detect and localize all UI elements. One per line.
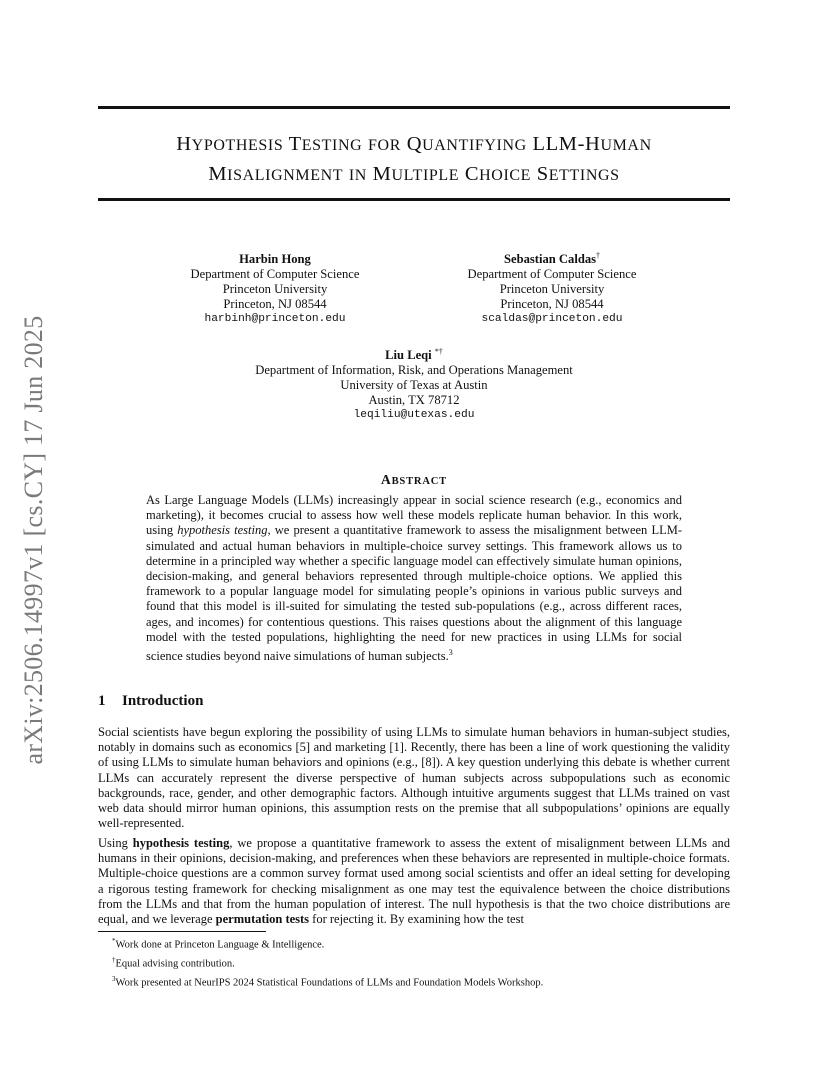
author-affiliation: Department of Information, Risk, and Operations Management [255, 363, 573, 378]
paper-title [98, 130, 730, 190]
author-affiliation: University of Texas at Austin [340, 378, 488, 393]
section-title: Introduction [122, 693, 204, 709]
author-affiliation: Princeton University [222, 282, 328, 297]
abstract-footnote-mark: 3 [448, 648, 453, 658]
author-email: scaldas@princeton.edu [481, 313, 623, 326]
author-affiliation: Princeton, NJ 08544 [500, 297, 604, 312]
arxiv-stamp [12, 300, 56, 780]
author-name: Liu Leqi *† [385, 347, 443, 363]
author-block-1 [170, 248, 380, 327]
abstract-emphasis: hypothesis testing [177, 523, 268, 538]
author-affiliation: Princeton, NJ 08544 [223, 297, 327, 312]
bold-term: permutation tests [215, 912, 310, 927]
author-affiliation: Princeton University [499, 282, 605, 297]
section-heading [98, 693, 203, 710]
bold-term: hypothesis testing [132, 836, 230, 850]
abstract-body: As Large Language Models (LLMs) increasingly appear in social science research (e.g., economics and marketing), it becomes crucial to assess how well these models replicate human behavior. In this work, using hypothesis testing, we present a quantitative framework to assess the misalignment between LLM-simulated and actual human behaviors in multiple-choice survey settings. This framework allows us to determine in a principled way whether a specific language model can effectively simulate human opinions, decision-making, and general behaviors represented through multiple-choice options. We applied this framework to a popular language model for simulating people’s opinions in various public surveys and found that this model is ill-suited for simulating the tested sub-populations (e.g., across different races, ages, and incomes) for contentious questions. This raises questions about the alignment of this language model with the tested populations, highlighting the need for new practices in using LLMs for social science studies beyond naive simulations of human subjects.$^3$ [146, 493, 682, 664]
footnote: *Work done at Princeton Language & Intelligence. [112, 937, 325, 951]
title-rule-top [98, 106, 730, 109]
author-affiliation: Austin, TX 78712 [368, 393, 460, 408]
author-affiliation: Department of Computer Science [190, 267, 360, 282]
title-rule-bottom [98, 198, 730, 201]
author-email: leqiliu@utexas.edu [353, 409, 475, 422]
footnote: $^3$Work presented at NeurIPS 2024 Statistical Foundations of LLMs and Foundation Models Workshop. [112, 975, 544, 989]
abstract-heading: ABSTRACT [381, 472, 447, 487]
author-name: Sebastian Caldas† [503, 251, 601, 267]
author-email: harbinh@princeton.edu [204, 313, 346, 326]
footnote-rule [98, 931, 266, 932]
intro-paragraph-1: Social scientists have begun exploring the possibility of using LLMs to simulate human behaviors in human-subject studies, notably in domains such as economics [5] and marketing [1]. Recently, there has been a line of work questioning the validity of using LLMs to simulate human behaviors and opinions (e.g., [8]). A key question underlying this debate is whether current LLMs can accurately represent the diverse perspective of human subjects across subpopulations such as economic backgrounds, race, gender, and other demographic factors. Although intuitive arguments suggest that LLMs trained on vast web data should mirror human opinions, this assumption rests on the premise that all subpopulations’ opinions are equally well-represented. [98, 725, 730, 831]
section-number: 1 [98, 693, 106, 709]
author-block-3 [214, 344, 614, 423]
title-line-2: MISALIGNMENT IN MULTIPLE CHOICE SETTINGS [208, 163, 620, 185]
author-affiliation: Department of Computer Science [467, 267, 637, 282]
footnotes [112, 934, 732, 991]
intro-paragraph-2: Using hypothesis testing, we propose a quantitative framework to assess the extent of misalignment between LLMs and humans in their opinions, decision-making, and preferences when these behaviors are represented in multiple-choice formats. Multiple-choice questions are a common survey format used among social scientists and offer an ideal setting for developing a rigorous testing framework for checking misalignment as one may test the equivalence between the choice distributions from the LLMs and that from the human population of interest. The null hypothesis is that the two choice distributions are equal, and we leverage permutation tests for rejecting it. By examining how the test [98, 836, 730, 927]
author-name: Harbin Hong [239, 252, 311, 267]
author-block-2 [446, 248, 658, 327]
footnote: †Equal advising contribution. [112, 956, 235, 970]
title-line-1: HYPOTHESIS TESTING FOR QUANTIFYING LLM-HUMAN [176, 133, 652, 155]
arxiv-stamp-text: arXiv:2506.14997v1 [cs.CY] 17 Jun 2025 [19, 315, 48, 765]
